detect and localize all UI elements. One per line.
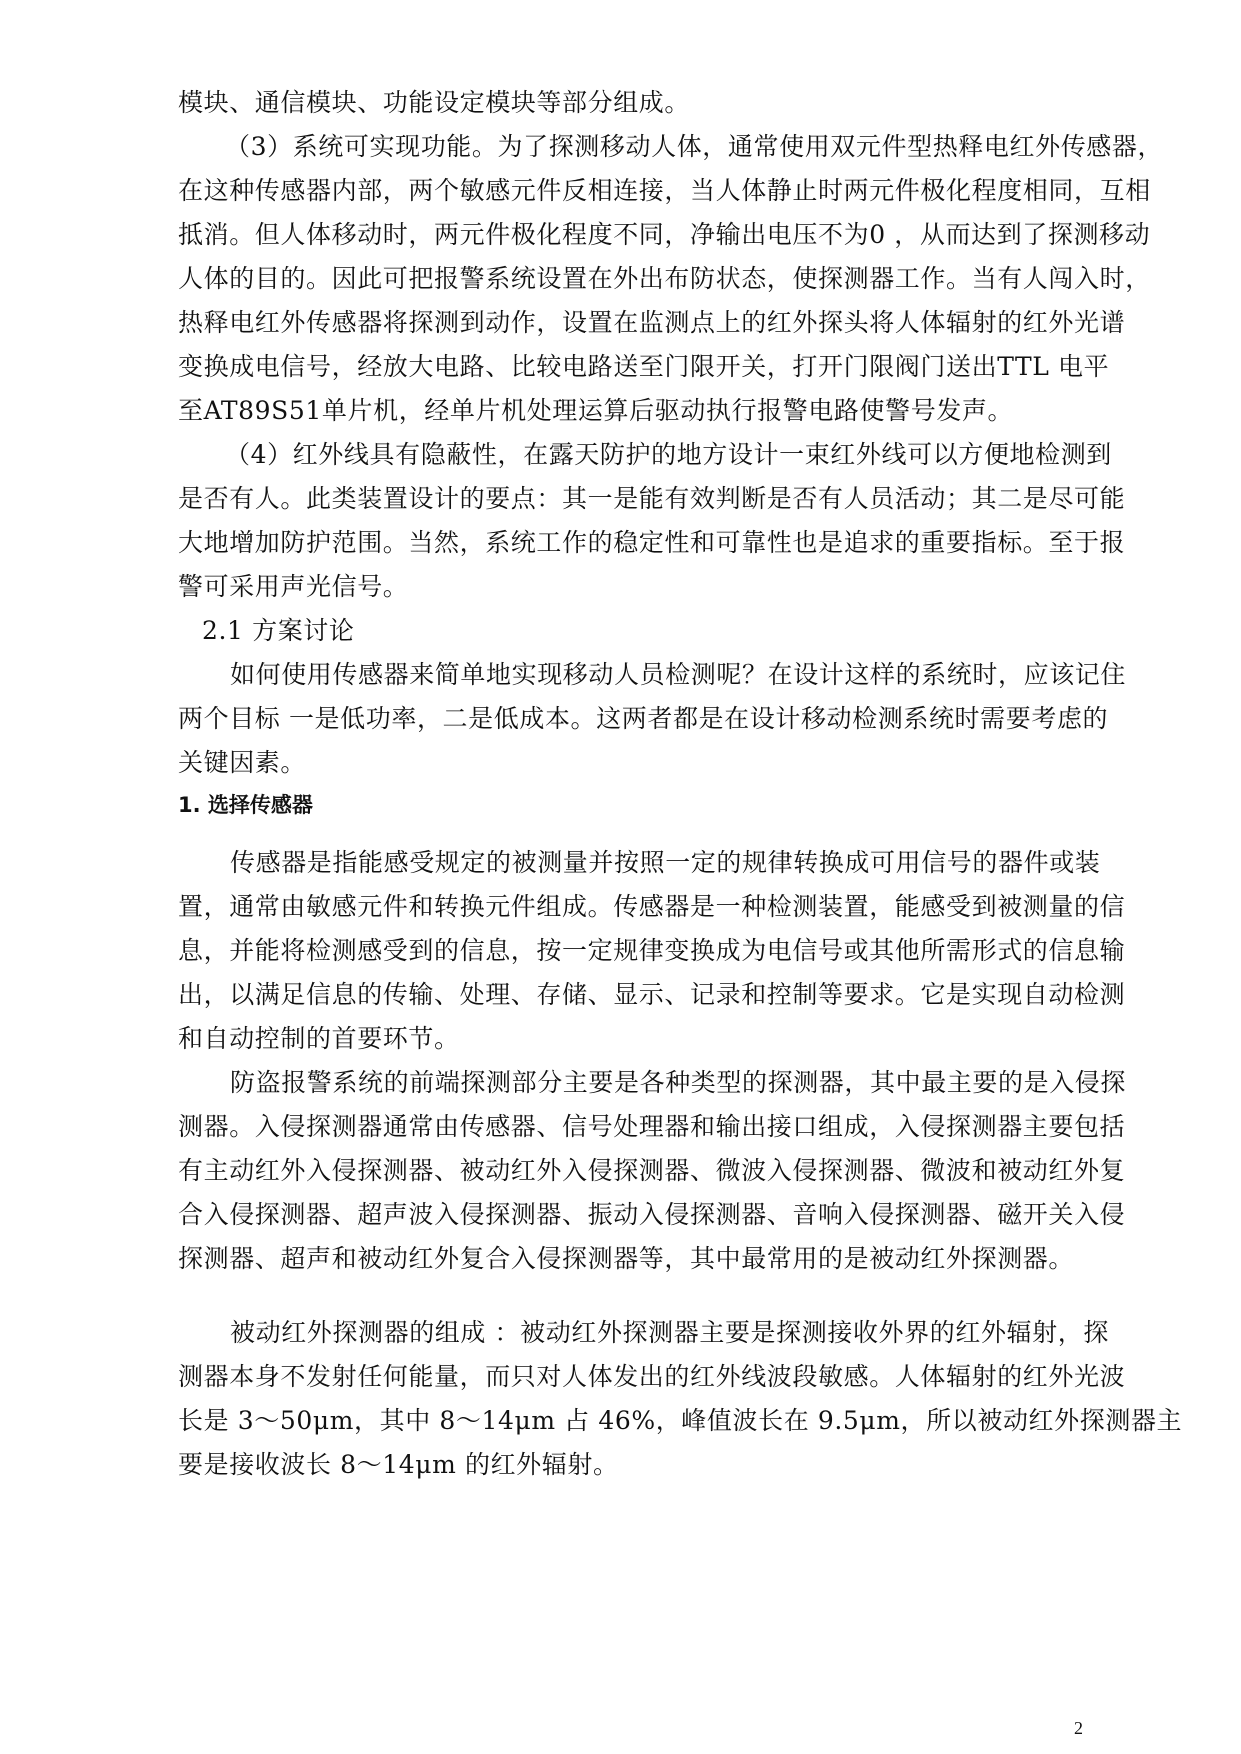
body-text-line: 有主动红外入侵探测器、被动红外入侵探测器、微波入侵探测器、微波和被动红外复: [178, 1156, 1126, 1185]
body-text-line: （4）红外线具有隐蔽性，在露天防护的地方设计一束红外线可以方便地检测到: [225, 440, 1112, 469]
body-text-line: 探测器、超声和被动红外复合入侵探测器等，其中最常用的是被动红外探测器。: [178, 1244, 1075, 1273]
body-text-line: 和自动控制的首要环节。: [178, 1024, 460, 1053]
body-text-line: 合入侵探测器、超声波入侵探测器、振动入侵探测器、音响入侵探测器、磁开关入侵: [178, 1200, 1126, 1229]
body-text-line: 测器。入侵探测器通常由传感器、信号处理器和输出接口组成，入侵探测器主要包括: [178, 1112, 1126, 1141]
body-text-line: 如何使用传感器来简单地实现移动人员检测呢？在设计这样的系统时，应该记住: [230, 660, 1127, 689]
section-heading: 2.1 方案讨论: [202, 616, 355, 645]
body-text-line: 两个目标 一是低功率，二是低成本。这两者都是在设计移动检测系统时需要考虑的: [178, 704, 1109, 733]
body-text-line: 警可采用声光信号。: [178, 572, 409, 601]
body-text-line: 出，以满足信息的传输、处理、存储、显示、记录和控制等要求。它是实现自动检测: [178, 980, 1126, 1009]
body-text-line: 是否有人。此类装置设计的要点：其一是能有效判断是否有人员活动；其二是尽可能: [178, 484, 1126, 513]
body-text-line: 模块、通信模块、功能设定模块等部分组成。: [178, 88, 691, 117]
body-text-line: 大地增加防护范围。当然，系统工作的稳定性和可靠性也是追求的重要指标。至于报: [178, 528, 1126, 557]
subsection-heading: 1. 选择传感器: [178, 793, 313, 817]
body-text-line: 传感器是指能感受规定的被测量并按照一定的规律转换成可用信号的器件或装: [230, 848, 1101, 877]
body-text-line: 至AT89S51单片机，经单片机处理运算后驱动执行报警电路使警号发声。: [178, 396, 1014, 425]
body-text-line: 抵消。但人体移动时，两元件极化程度不同，净输出电压不为0 ，从而达到了探测移动: [178, 220, 1151, 249]
body-text-line: 置，通常由敏感元件和转换元件组成。传感器是一种检测装置，能感受到被测量的信: [178, 892, 1126, 921]
body-text-line: 长是 3～50μm，其中 8～14μm 占 46%，峰值波长在 9.5μm，所以被动红外探测器主: [178, 1406, 1183, 1435]
body-text-line: 要是接收波长 8～14μm 的红外辐射。: [178, 1450, 619, 1479]
body-text-line: 防盗报警系统的前端探测部分主要是各种类型的探测器，其中最主要的是入侵探: [230, 1068, 1127, 1097]
body-text-line: 测器本身不发射任何能量，而只对人体发出的红外线波段敏感。人体辐射的红外光波: [178, 1362, 1126, 1391]
body-text-line: 热释电红外传感器将探测到动作，设置在监测点上的红外探头将人体辐射的红外光谱: [178, 308, 1126, 337]
body-text-line: 被动红外探测器的组成 ：被动红外探测器主要是探测接收外界的红外辐射，探: [230, 1318, 1109, 1347]
body-text-line: 关键因素。: [178, 748, 307, 777]
body-text-line: 息，并能将检测感受到的信息，按一定规律变换成为电信号或其他所需形式的信息输: [178, 936, 1126, 965]
page-number: 2: [1074, 1718, 1083, 1738]
body-text-line: （3）系统可实现功能。为了探测移动人体，通常使用双元件型热释电红外传感器，: [225, 132, 1164, 161]
body-text-line: 人体的目的。因此可把报警系统设置在外出布防状态，使探测器工作。当有人闯入时，: [178, 264, 1151, 293]
body-text-line: 变换成电信号，经放大电路、比较电路送至门限开关，打开门限阀门送出TTL 电平: [178, 352, 1110, 381]
body-text-line: 在这种传感器内部，两个敏感元件反相连接，当人体静止时两元件极化程度相同，互相: [178, 176, 1151, 205]
